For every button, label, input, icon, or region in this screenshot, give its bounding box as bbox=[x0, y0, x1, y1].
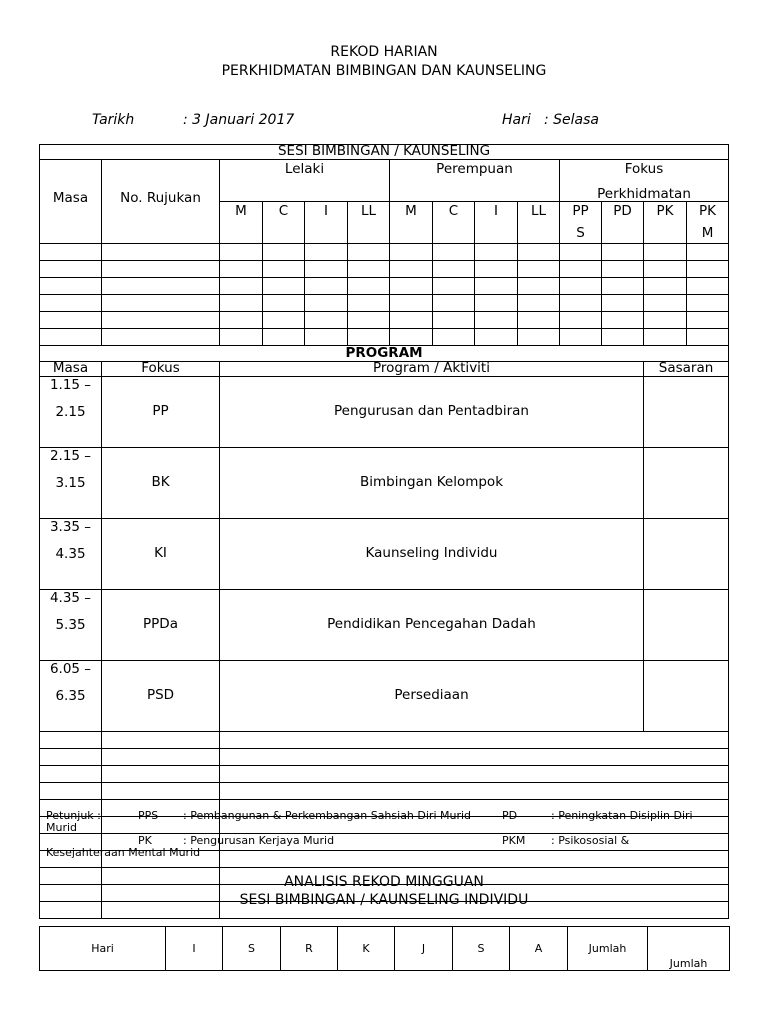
col-perempuan: Perempuan bbox=[390, 160, 560, 202]
program-sasaran bbox=[644, 518, 729, 589]
masa-start: 6.05 – bbox=[49, 660, 92, 677]
program-masa bbox=[40, 660, 102, 731]
table-row bbox=[40, 278, 729, 295]
program-fokus: PPDa bbox=[102, 589, 220, 660]
tarikh-value: : 3 Januari 2017 bbox=[183, 112, 295, 128]
fokus-label: Fokus bbox=[624, 161, 664, 177]
program-sasaran bbox=[644, 447, 729, 518]
table-row bbox=[40, 295, 729, 312]
analisis-jumlah: Jumlah bbox=[568, 927, 648, 971]
day-isnin: I bbox=[166, 927, 223, 971]
fokus-pk-line1: PK bbox=[656, 203, 674, 219]
program-masa bbox=[40, 589, 102, 660]
legend-pkm-cont: Kesejahteraan Mental Murid bbox=[46, 846, 201, 859]
sub-p-m: M bbox=[390, 202, 433, 244]
legend-pd-desc: : Peningkatan Disiplin Diri bbox=[551, 809, 693, 822]
program-aktiviti: Pengurusan dan Pentadbiran bbox=[220, 376, 644, 447]
masa-end: 2.15 bbox=[55, 403, 86, 420]
table-row bbox=[40, 244, 729, 261]
program-fokus: KI bbox=[102, 518, 220, 589]
hari-label: Hari bbox=[502, 112, 531, 128]
sesi-empty-rows bbox=[40, 244, 729, 346]
analisis-jumlah-2: Jumlah bbox=[648, 927, 730, 971]
fokus-pd bbox=[602, 202, 644, 244]
analisis-title: ANALISIS REKOD MINGGUAN bbox=[284, 874, 484, 890]
program-col-masa: Masa bbox=[40, 361, 102, 376]
program-aktiviti: Pendidikan Pencegahan Dadah bbox=[220, 589, 644, 660]
program-masa bbox=[40, 376, 102, 447]
masa-start: 4.35 – bbox=[49, 589, 92, 606]
table-row bbox=[40, 329, 729, 346]
program-aktiviti: Bimbingan Kelompok bbox=[220, 447, 644, 518]
fokus-pkm-line2: M bbox=[701, 224, 714, 241]
program-col-sasaran: Sasaran bbox=[644, 361, 729, 376]
sub-l-i: I bbox=[305, 202, 348, 244]
legend-pkm-desc: : Psikososial & bbox=[551, 834, 630, 847]
page-title: REKOD HARIAN bbox=[330, 44, 438, 60]
program-row bbox=[40, 589, 729, 660]
program-row bbox=[40, 660, 729, 731]
program-rows bbox=[40, 376, 729, 731]
sub-l-ll: LL bbox=[348, 202, 390, 244]
masa-end: 6.35 bbox=[55, 687, 86, 704]
sub-p-i: I bbox=[475, 202, 518, 244]
col-fokus-perkhidmatan bbox=[560, 160, 729, 202]
legend-pk-desc: : Pengurusan Kerjaya Murid bbox=[183, 834, 335, 847]
legend-pd-code: PD bbox=[502, 809, 518, 822]
program-row bbox=[40, 376, 729, 447]
col-no-rujukan: No. Rujukan bbox=[102, 160, 220, 244]
program-masa bbox=[40, 518, 102, 589]
masa-start: 3.35 – bbox=[49, 518, 92, 535]
program-row bbox=[40, 518, 729, 589]
masa-end: 4.35 bbox=[55, 545, 86, 562]
analisis-hari: Hari bbox=[40, 927, 166, 971]
day-jumaat: J bbox=[395, 927, 453, 971]
program-title: PROGRAM bbox=[40, 346, 729, 362]
fokus-pk bbox=[644, 202, 687, 244]
table-row bbox=[40, 312, 729, 329]
program-masa bbox=[40, 447, 102, 518]
sub-l-m: M bbox=[220, 202, 263, 244]
tarikh-label: Tarikh bbox=[92, 112, 135, 128]
fokus-pkm bbox=[687, 202, 729, 244]
program-aktiviti: Kaunseling Individu bbox=[220, 518, 644, 589]
analisis-subtitle: SESI BIMBINGAN / KAUNSELING INDIVIDU bbox=[239, 892, 529, 908]
program-sasaran bbox=[644, 376, 729, 447]
program-fokus: PP bbox=[102, 376, 220, 447]
legend-pk-code: PK bbox=[138, 834, 152, 847]
masa-start: 2.15 – bbox=[49, 447, 92, 464]
fokus-pd-line1: PD bbox=[613, 203, 632, 219]
col-masa: Masa bbox=[40, 160, 102, 244]
table-row bbox=[40, 782, 729, 799]
program-row bbox=[40, 447, 729, 518]
legend-pps-desc: : Pembangunan & Perkembangan Sahsiah Diri Murid bbox=[183, 809, 472, 822]
day-sabtu: S bbox=[453, 927, 510, 971]
sub-l-c: C bbox=[263, 202, 305, 244]
page-subtitle: PERKHIDMATAN BIMBINGAN DAN KAUNSELING bbox=[221, 63, 547, 79]
hari-value: : Selasa bbox=[544, 112, 600, 128]
day-ahad: A bbox=[510, 927, 568, 971]
legend-petunjuk: Petunjuk : bbox=[46, 809, 101, 822]
masa-start: 1.15 – bbox=[49, 376, 92, 393]
sub-p-ll: LL bbox=[518, 202, 560, 244]
sesi-title: SESI BIMBINGAN / KAUNSELING bbox=[40, 145, 729, 160]
day-rabu: R bbox=[281, 927, 338, 971]
program-sasaran bbox=[644, 589, 729, 660]
table-row bbox=[40, 731, 729, 748]
table-row bbox=[40, 765, 729, 782]
program-sasaran bbox=[644, 660, 729, 731]
masa-end: 5.35 bbox=[55, 616, 86, 633]
program-fokus: PSD bbox=[102, 660, 220, 731]
program-fokus: BK bbox=[102, 447, 220, 518]
table-row bbox=[40, 748, 729, 765]
analisis-table bbox=[39, 926, 730, 971]
fokus-pps-line1: PP bbox=[572, 203, 589, 219]
legend-murid: Murid bbox=[46, 821, 78, 834]
program-aktiviti: Persediaan bbox=[220, 660, 644, 731]
fokus-pps-line2: S bbox=[576, 224, 585, 241]
main-record-table bbox=[39, 144, 729, 919]
fokus-pps bbox=[560, 202, 602, 244]
legend-pps-code: PPS bbox=[138, 809, 159, 822]
day-khamis: K bbox=[338, 927, 395, 971]
day-selasa: S bbox=[223, 927, 281, 971]
program-col-fokus: Fokus bbox=[102, 361, 220, 376]
program-col-aktiviti: Program / Aktiviti bbox=[220, 361, 644, 376]
legend-pkm-code: PKM bbox=[502, 834, 526, 847]
table-row bbox=[40, 261, 729, 278]
fokus-pkm-line1: PK bbox=[699, 203, 717, 219]
col-lelaki: Lelaki bbox=[220, 160, 390, 202]
sub-p-c: C bbox=[433, 202, 475, 244]
perkhidmatan-label: Perkhidmatan bbox=[597, 185, 691, 202]
masa-end: 3.15 bbox=[55, 474, 86, 491]
